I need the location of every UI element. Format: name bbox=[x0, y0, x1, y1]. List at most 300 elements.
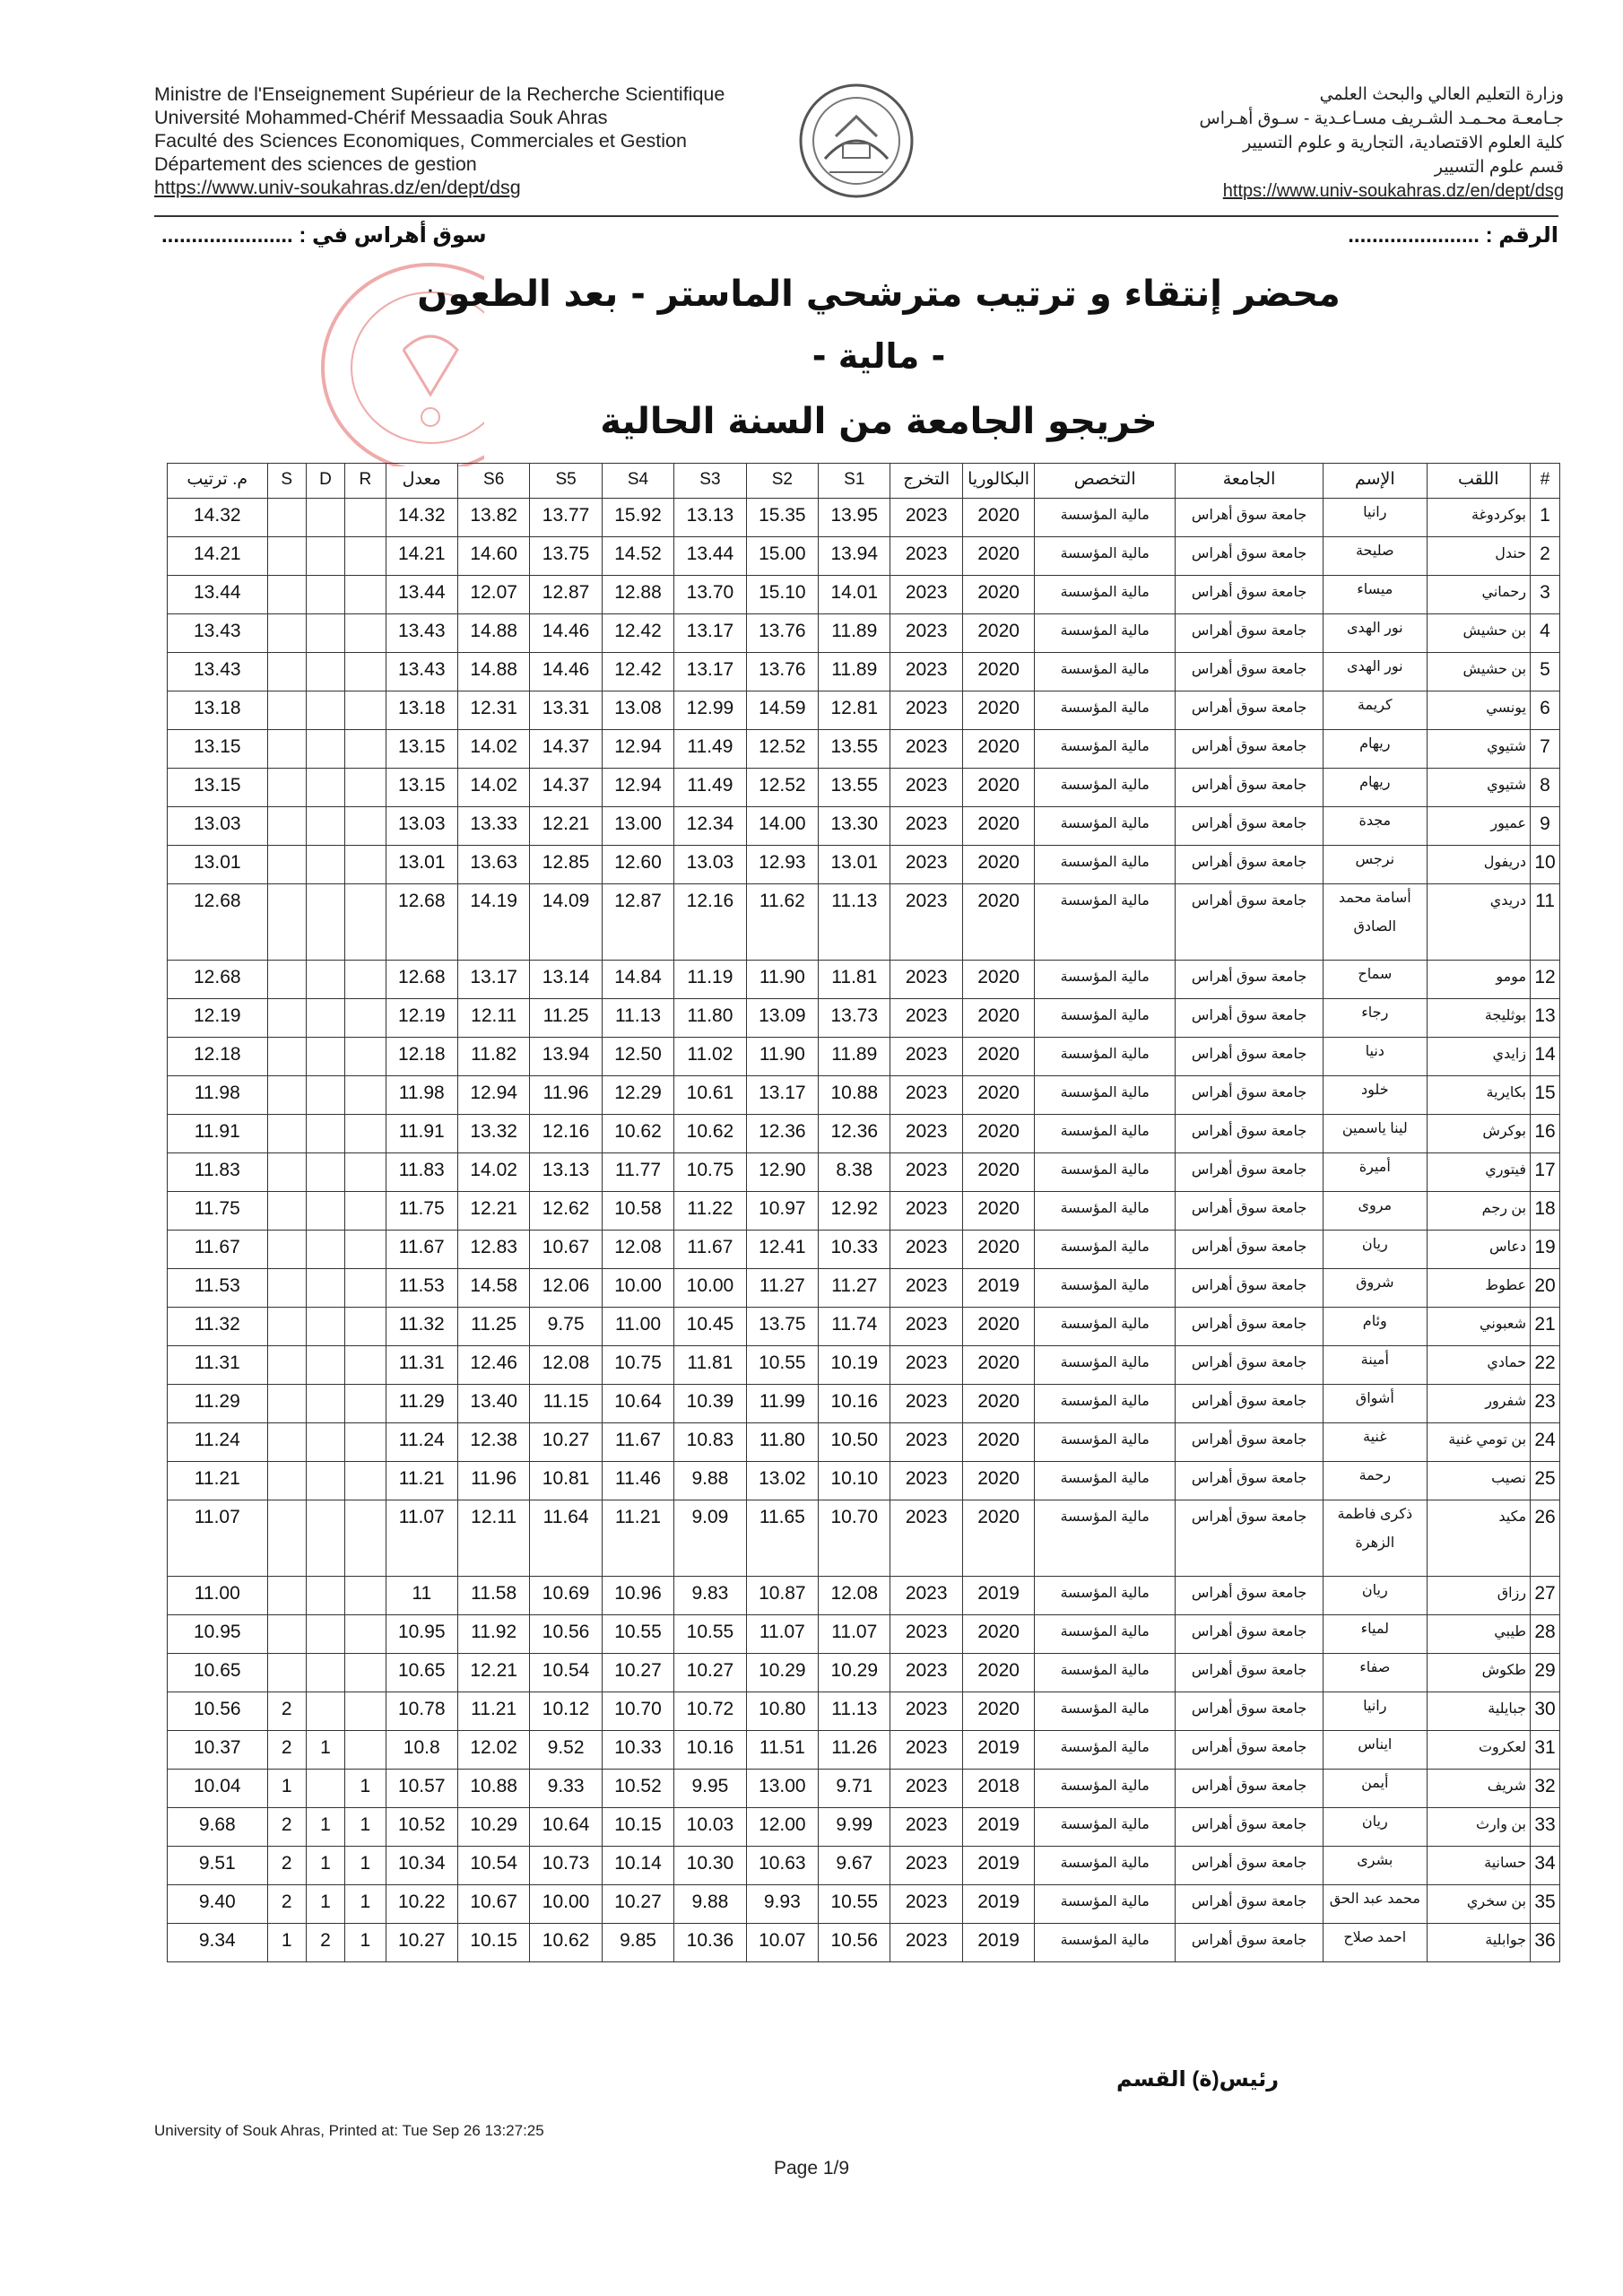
s6-grade: 10.54 bbox=[457, 1847, 529, 1885]
s-count bbox=[267, 1462, 306, 1500]
table-row bbox=[168, 1231, 1560, 1269]
col-header: معدل bbox=[386, 464, 457, 499]
s1-grade: 10.55 bbox=[819, 1885, 890, 1924]
last-name: طكوش bbox=[1427, 1654, 1530, 1692]
grad-year: 2023 bbox=[890, 1192, 962, 1231]
specialty: مالية المؤسسة bbox=[1035, 1615, 1176, 1654]
s3-grade: 13.44 bbox=[674, 537, 746, 576]
d-count bbox=[306, 1692, 344, 1731]
r-count bbox=[345, 653, 386, 691]
col-header: D bbox=[306, 464, 344, 499]
s6-grade: 10.67 bbox=[457, 1885, 529, 1924]
s4-grade: 13.00 bbox=[602, 807, 673, 846]
bac-year: 2020 bbox=[962, 807, 1034, 846]
average: 11.31 bbox=[386, 1346, 457, 1385]
s1-grade: 13.01 bbox=[819, 846, 890, 884]
s-count bbox=[267, 1231, 306, 1269]
s1-grade: 11.26 bbox=[819, 1731, 890, 1770]
s3-grade: 11.19 bbox=[674, 961, 746, 999]
specialty: مالية المؤسسة bbox=[1035, 1577, 1176, 1615]
specialty: مالية المؤسسة bbox=[1035, 1269, 1176, 1308]
r-count bbox=[345, 846, 386, 884]
average: 13.15 bbox=[386, 769, 457, 807]
col-header: S2 bbox=[746, 464, 818, 499]
rank-average: 11.75 bbox=[168, 1192, 268, 1231]
r-count bbox=[345, 1692, 386, 1731]
table-row bbox=[168, 1577, 1560, 1615]
d-count bbox=[306, 730, 344, 769]
specialty: مالية المؤسسة bbox=[1035, 1231, 1176, 1269]
s6-grade: 12.11 bbox=[457, 1500, 529, 1577]
rank-average: 13.15 bbox=[168, 769, 268, 807]
first-name: أيمن bbox=[1324, 1770, 1427, 1808]
col-header: اللقب bbox=[1427, 464, 1530, 499]
s2-grade: 10.29 bbox=[746, 1654, 818, 1692]
s3-grade: 10.62 bbox=[674, 1115, 746, 1153]
s1-grade: 10.56 bbox=[819, 1924, 890, 1962]
d-count bbox=[306, 961, 344, 999]
s5-grade: 10.54 bbox=[530, 1654, 602, 1692]
university: جامعة سوق أهراس bbox=[1176, 1231, 1324, 1269]
s-count bbox=[267, 1153, 306, 1192]
s4-grade: 10.64 bbox=[602, 1385, 673, 1423]
s6-grade: 12.46 bbox=[457, 1346, 529, 1385]
first-name: لينا ياسمين bbox=[1324, 1115, 1427, 1153]
bac-year: 2019 bbox=[962, 1924, 1034, 1962]
s3-grade: 10.30 bbox=[674, 1847, 746, 1885]
grad-year: 2023 bbox=[890, 884, 962, 961]
d-count bbox=[306, 884, 344, 961]
rank-average: 13.44 bbox=[168, 576, 268, 614]
row-number: 29 bbox=[1531, 1654, 1560, 1692]
rank-average: 13.18 bbox=[168, 691, 268, 730]
first-name: رانيا bbox=[1324, 1692, 1427, 1731]
university: جامعة سوق أهراس bbox=[1176, 1192, 1324, 1231]
university: جامعة سوق أهراس bbox=[1176, 846, 1324, 884]
last-name: مكيد bbox=[1427, 1500, 1530, 1577]
row-number: 15 bbox=[1531, 1076, 1560, 1115]
row-number: 32 bbox=[1531, 1770, 1560, 1808]
grad-year: 2023 bbox=[890, 1808, 962, 1847]
first-name: ريان bbox=[1324, 1577, 1427, 1615]
university: جامعة سوق أهراس bbox=[1176, 1500, 1324, 1577]
s3-grade: 11.49 bbox=[674, 769, 746, 807]
s4-grade: 12.42 bbox=[602, 653, 673, 691]
s4-grade: 10.58 bbox=[602, 1192, 673, 1231]
r-count bbox=[345, 1385, 386, 1423]
s2-grade: 13.00 bbox=[746, 1770, 818, 1808]
average: 13.44 bbox=[386, 576, 457, 614]
header-fr-line: Université Mohammed-Chérif Messaadia Souk Ahras bbox=[154, 107, 608, 128]
university: جامعة سوق أهراس bbox=[1176, 1423, 1324, 1462]
department-link[interactable]: https://www.univ-soukahras.dz/en/dept/dsg bbox=[154, 177, 521, 198]
s3-grade: 13.13 bbox=[674, 499, 746, 537]
s1-grade: 11.74 bbox=[819, 1308, 890, 1346]
d-count bbox=[306, 537, 344, 576]
s4-grade: 12.94 bbox=[602, 769, 673, 807]
average: 11.07 bbox=[386, 1500, 457, 1577]
s-count bbox=[267, 1385, 306, 1423]
last-name: دريدي bbox=[1427, 884, 1530, 961]
d-count bbox=[306, 1385, 344, 1423]
bac-year: 2020 bbox=[962, 1500, 1034, 1577]
row-number: 10 bbox=[1531, 846, 1560, 884]
average: 10.78 bbox=[386, 1692, 457, 1731]
last-name: حندل bbox=[1427, 537, 1530, 576]
grad-year: 2023 bbox=[890, 1770, 962, 1808]
s-count bbox=[267, 999, 306, 1038]
bac-year: 2020 bbox=[962, 653, 1034, 691]
s3-grade: 9.09 bbox=[674, 1500, 746, 1577]
s5-grade: 10.69 bbox=[530, 1577, 602, 1615]
s-count bbox=[267, 1577, 306, 1615]
s4-grade: 11.67 bbox=[602, 1423, 673, 1462]
s4-grade: 10.62 bbox=[602, 1115, 673, 1153]
bac-year: 2020 bbox=[962, 499, 1034, 537]
department-link-ar[interactable]: https://www.univ-soukahras.dz/en/dept/dsg bbox=[1222, 181, 1564, 201]
s5-grade: 14.09 bbox=[530, 884, 602, 961]
row-number: 26 bbox=[1531, 1500, 1560, 1577]
s5-grade: 13.14 bbox=[530, 961, 602, 999]
s1-grade: 12.92 bbox=[819, 1192, 890, 1231]
s4-grade: 11.00 bbox=[602, 1308, 673, 1346]
r-count bbox=[345, 1500, 386, 1577]
s2-grade: 13.02 bbox=[746, 1462, 818, 1500]
d-count bbox=[306, 1308, 344, 1346]
s1-grade: 11.89 bbox=[819, 614, 890, 653]
grad-year: 2023 bbox=[890, 576, 962, 614]
s1-grade: 10.16 bbox=[819, 1385, 890, 1423]
first-name: ريان bbox=[1324, 1808, 1427, 1847]
university: جامعة سوق أهراس bbox=[1176, 1346, 1324, 1385]
s5-grade: 10.56 bbox=[530, 1615, 602, 1654]
s-count bbox=[267, 1654, 306, 1692]
s2-grade: 13.76 bbox=[746, 653, 818, 691]
s5-grade: 12.85 bbox=[530, 846, 602, 884]
average: 13.15 bbox=[386, 730, 457, 769]
grad-year: 2023 bbox=[890, 614, 962, 653]
d-count bbox=[306, 653, 344, 691]
s1-grade: 10.33 bbox=[819, 1231, 890, 1269]
s5-grade: 11.96 bbox=[530, 1076, 602, 1115]
bac-year: 2020 bbox=[962, 1153, 1034, 1192]
university: جامعة سوق أهراس bbox=[1176, 1153, 1324, 1192]
page-subtitle: - مالية - bbox=[812, 336, 946, 376]
r-count bbox=[345, 1076, 386, 1115]
bac-year: 2019 bbox=[962, 1577, 1034, 1615]
s3-grade: 9.88 bbox=[674, 1462, 746, 1500]
table-row bbox=[168, 1269, 1560, 1308]
r-count bbox=[345, 1731, 386, 1770]
university: جامعة سوق أهراس bbox=[1176, 1269, 1324, 1308]
specialty: مالية المؤسسة bbox=[1035, 1808, 1176, 1847]
s3-grade: 13.70 bbox=[674, 576, 746, 614]
grad-year: 2023 bbox=[890, 1924, 962, 1962]
s-count bbox=[267, 1500, 306, 1577]
row-number: 13 bbox=[1531, 999, 1560, 1038]
row-number: 25 bbox=[1531, 1462, 1560, 1500]
row-number: 35 bbox=[1531, 1885, 1560, 1924]
s-count bbox=[267, 1308, 306, 1346]
average: 11.32 bbox=[386, 1308, 457, 1346]
specialty: مالية المؤسسة bbox=[1035, 537, 1176, 576]
r-count: 1 bbox=[345, 1847, 386, 1885]
first-name: صفاء bbox=[1324, 1654, 1427, 1692]
s1-grade: 11.13 bbox=[819, 1692, 890, 1731]
table-row bbox=[168, 691, 1560, 730]
last-name: بن تومي غنية bbox=[1427, 1423, 1530, 1462]
specialty: مالية المؤسسة bbox=[1035, 1462, 1176, 1500]
signature-label: رئيس(ة) القسم bbox=[1116, 2067, 1280, 2092]
specialty: مالية المؤسسة bbox=[1035, 653, 1176, 691]
s-count bbox=[267, 1269, 306, 1308]
d-count bbox=[306, 1500, 344, 1577]
s-count: 2 bbox=[267, 1731, 306, 1770]
r-count: 1 bbox=[345, 1808, 386, 1847]
s4-grade: 12.29 bbox=[602, 1076, 673, 1115]
first-name: ريان bbox=[1324, 1231, 1427, 1269]
s1-grade: 9.99 bbox=[819, 1808, 890, 1847]
specialty: مالية المؤسسة bbox=[1035, 1076, 1176, 1115]
r-count bbox=[345, 1269, 386, 1308]
grad-year: 2023 bbox=[890, 846, 962, 884]
table-row bbox=[168, 537, 1560, 576]
row-number: 22 bbox=[1531, 1346, 1560, 1385]
rank-average: 13.15 bbox=[168, 730, 268, 769]
s2-grade: 11.62 bbox=[746, 884, 818, 961]
s1-grade: 10.88 bbox=[819, 1076, 890, 1115]
s-count: 1 bbox=[267, 1924, 306, 1962]
specialty: مالية المؤسسة bbox=[1035, 884, 1176, 961]
r-count bbox=[345, 1654, 386, 1692]
s6-grade: 12.11 bbox=[457, 999, 529, 1038]
rank-average: 10.65 bbox=[168, 1654, 268, 1692]
row-number: 20 bbox=[1531, 1269, 1560, 1308]
average: 12.19 bbox=[386, 999, 457, 1038]
specialty: مالية المؤسسة bbox=[1035, 1731, 1176, 1770]
r-count bbox=[345, 576, 386, 614]
r-count bbox=[345, 1231, 386, 1269]
rank-average: 10.37 bbox=[168, 1731, 268, 1770]
s4-grade: 10.52 bbox=[602, 1770, 673, 1808]
s4-grade: 10.70 bbox=[602, 1692, 673, 1731]
bac-year: 2020 bbox=[962, 576, 1034, 614]
r-count bbox=[345, 499, 386, 537]
d-count: 1 bbox=[306, 1847, 344, 1885]
s6-grade: 13.63 bbox=[457, 846, 529, 884]
specialty: مالية المؤسسة bbox=[1035, 1192, 1176, 1231]
col-header: التخرج bbox=[890, 464, 962, 499]
grad-year: 2023 bbox=[890, 1654, 962, 1692]
rank-average: 11.53 bbox=[168, 1269, 268, 1308]
table-row bbox=[168, 1115, 1560, 1153]
s4-grade: 12.88 bbox=[602, 576, 673, 614]
average: 12.68 bbox=[386, 884, 457, 961]
row-number: 36 bbox=[1531, 1924, 1560, 1962]
table-row bbox=[168, 576, 1560, 614]
date-place: سوق أهراس في : ...................... bbox=[161, 223, 487, 248]
average: 10.34 bbox=[386, 1847, 457, 1885]
university: جامعة سوق أهراس bbox=[1176, 1770, 1324, 1808]
s6-grade: 11.96 bbox=[457, 1462, 529, 1500]
specialty: مالية المؤسسة bbox=[1035, 1385, 1176, 1423]
s2-grade: 11.07 bbox=[746, 1615, 818, 1654]
rank-average: 11.83 bbox=[168, 1153, 268, 1192]
s-count bbox=[267, 499, 306, 537]
s3-grade: 9.83 bbox=[674, 1577, 746, 1615]
average: 13.01 bbox=[386, 846, 457, 884]
s5-grade: 13.31 bbox=[530, 691, 602, 730]
university: جامعة سوق أهراس bbox=[1176, 1577, 1324, 1615]
header-fr-line: Ministre de l'Enseignement Supérieur de la Recherche Scientifique bbox=[154, 83, 725, 105]
row-number: 18 bbox=[1531, 1192, 1560, 1231]
s-count bbox=[267, 691, 306, 730]
s3-grade: 11.49 bbox=[674, 730, 746, 769]
first-name: رانيا bbox=[1324, 499, 1427, 537]
header-fr-line: Faculté des Sciences Economiques, Commerciales et Gestion bbox=[154, 130, 687, 152]
average: 11.21 bbox=[386, 1462, 457, 1500]
r-count bbox=[345, 999, 386, 1038]
col-header: م. ترتيب bbox=[168, 464, 268, 499]
specialty: مالية المؤسسة bbox=[1035, 1038, 1176, 1076]
grad-year: 2023 bbox=[890, 1615, 962, 1654]
average: 11.53 bbox=[386, 1269, 457, 1308]
last-name: عميور bbox=[1427, 807, 1530, 846]
specialty: مالية المؤسسة bbox=[1035, 1654, 1176, 1692]
table-header-row bbox=[168, 464, 1560, 499]
university: جامعة سوق أهراس bbox=[1176, 1885, 1324, 1924]
first-name: أميرة bbox=[1324, 1153, 1427, 1192]
row-number: 19 bbox=[1531, 1231, 1560, 1269]
s3-grade: 13.17 bbox=[674, 614, 746, 653]
s3-grade: 11.67 bbox=[674, 1231, 746, 1269]
s6-grade: 12.38 bbox=[457, 1423, 529, 1462]
average: 10.65 bbox=[386, 1654, 457, 1692]
average: 10.22 bbox=[386, 1885, 457, 1924]
header-ar-line: وزارة التعليم العالي والبحث العلمي bbox=[1319, 85, 1564, 104]
first-name: نور الهدى bbox=[1324, 614, 1427, 653]
row-number: 11 bbox=[1531, 884, 1560, 961]
s6-grade: 14.02 bbox=[457, 730, 529, 769]
last-name: بوكردوغة bbox=[1427, 499, 1530, 537]
s3-grade: 9.88 bbox=[674, 1885, 746, 1924]
s3-grade: 10.45 bbox=[674, 1308, 746, 1346]
rank-average: 11.21 bbox=[168, 1462, 268, 1500]
s5-grade: 10.27 bbox=[530, 1423, 602, 1462]
table-row bbox=[168, 884, 1560, 961]
grad-year: 2023 bbox=[890, 1885, 962, 1924]
s6-grade: 14.58 bbox=[457, 1269, 529, 1308]
s6-grade: 14.60 bbox=[457, 537, 529, 576]
s2-grade: 10.55 bbox=[746, 1346, 818, 1385]
grad-year: 2023 bbox=[890, 1462, 962, 1500]
s3-grade: 11.81 bbox=[674, 1346, 746, 1385]
rank-average: 12.18 bbox=[168, 1038, 268, 1076]
s4-grade: 12.87 bbox=[602, 884, 673, 961]
first-name: شروق bbox=[1324, 1269, 1427, 1308]
s4-grade: 12.60 bbox=[602, 846, 673, 884]
specialty: مالية المؤسسة bbox=[1035, 499, 1176, 537]
row-number: 17 bbox=[1531, 1153, 1560, 1192]
rank-average: 9.40 bbox=[168, 1885, 268, 1924]
bac-year: 2020 bbox=[962, 1654, 1034, 1692]
s2-grade: 13.17 bbox=[746, 1076, 818, 1115]
row-number: 3 bbox=[1531, 576, 1560, 614]
s-count bbox=[267, 537, 306, 576]
first-name: سماح bbox=[1324, 961, 1427, 999]
s6-grade: 10.15 bbox=[457, 1924, 529, 1962]
s-count bbox=[267, 846, 306, 884]
row-number: 4 bbox=[1531, 614, 1560, 653]
s5-grade: 13.77 bbox=[530, 499, 602, 537]
d-count bbox=[306, 1615, 344, 1654]
s3-grade: 11.22 bbox=[674, 1192, 746, 1231]
s2-grade: 10.63 bbox=[746, 1847, 818, 1885]
s3-grade: 12.99 bbox=[674, 691, 746, 730]
s3-grade: 10.83 bbox=[674, 1423, 746, 1462]
first-name: كريمة bbox=[1324, 691, 1427, 730]
s2-grade: 11.99 bbox=[746, 1385, 818, 1423]
last-name: بن حشيش bbox=[1427, 653, 1530, 691]
specialty: مالية المؤسسة bbox=[1035, 1847, 1176, 1885]
s4-grade: 14.84 bbox=[602, 961, 673, 999]
last-name: رزاق bbox=[1427, 1577, 1530, 1615]
average: 11.75 bbox=[386, 1192, 457, 1231]
s6-grade: 10.88 bbox=[457, 1770, 529, 1808]
s2-grade: 10.97 bbox=[746, 1192, 818, 1231]
grad-year: 2023 bbox=[890, 1231, 962, 1269]
grad-year: 2023 bbox=[890, 1847, 962, 1885]
university: جامعة سوق أهراس bbox=[1176, 999, 1324, 1038]
s5-grade: 13.94 bbox=[530, 1038, 602, 1076]
last-name: مومو bbox=[1427, 961, 1530, 999]
s3-grade: 13.03 bbox=[674, 846, 746, 884]
university: جامعة سوق أهراس bbox=[1176, 537, 1324, 576]
table-row bbox=[168, 999, 1560, 1038]
s1-grade: 9.67 bbox=[819, 1847, 890, 1885]
university: جامعة سوق أهراس bbox=[1176, 1308, 1324, 1346]
s6-grade: 10.29 bbox=[457, 1808, 529, 1847]
s1-grade: 13.94 bbox=[819, 537, 890, 576]
first-name: مجدة bbox=[1324, 807, 1427, 846]
grad-year: 2023 bbox=[890, 691, 962, 730]
row-number: 21 bbox=[1531, 1308, 1560, 1346]
first-name: لمياء bbox=[1324, 1615, 1427, 1654]
bac-year: 2020 bbox=[962, 1385, 1034, 1423]
university-logo-icon bbox=[789, 74, 924, 208]
s4-grade: 10.75 bbox=[602, 1346, 673, 1385]
s3-grade: 11.02 bbox=[674, 1038, 746, 1076]
last-name: شعبوني bbox=[1427, 1308, 1530, 1346]
university: جامعة سوق أهراس bbox=[1176, 1038, 1324, 1076]
d-count bbox=[306, 499, 344, 537]
average: 11 bbox=[386, 1577, 457, 1615]
s6-grade: 12.07 bbox=[457, 576, 529, 614]
col-header: الإسم bbox=[1324, 464, 1427, 499]
last-name: شفرور bbox=[1427, 1385, 1530, 1423]
first-name: ريهام bbox=[1324, 769, 1427, 807]
s1-grade: 12.36 bbox=[819, 1115, 890, 1153]
s5-grade: 13.13 bbox=[530, 1153, 602, 1192]
s5-grade: 10.64 bbox=[530, 1808, 602, 1847]
average: 11.24 bbox=[386, 1423, 457, 1462]
row-number: 28 bbox=[1531, 1615, 1560, 1654]
s4-grade: 9.85 bbox=[602, 1924, 673, 1962]
r-count bbox=[345, 614, 386, 653]
s2-grade: 11.80 bbox=[746, 1423, 818, 1462]
grad-year: 2023 bbox=[890, 1423, 962, 1462]
specialty: مالية المؤسسة bbox=[1035, 1924, 1176, 1962]
